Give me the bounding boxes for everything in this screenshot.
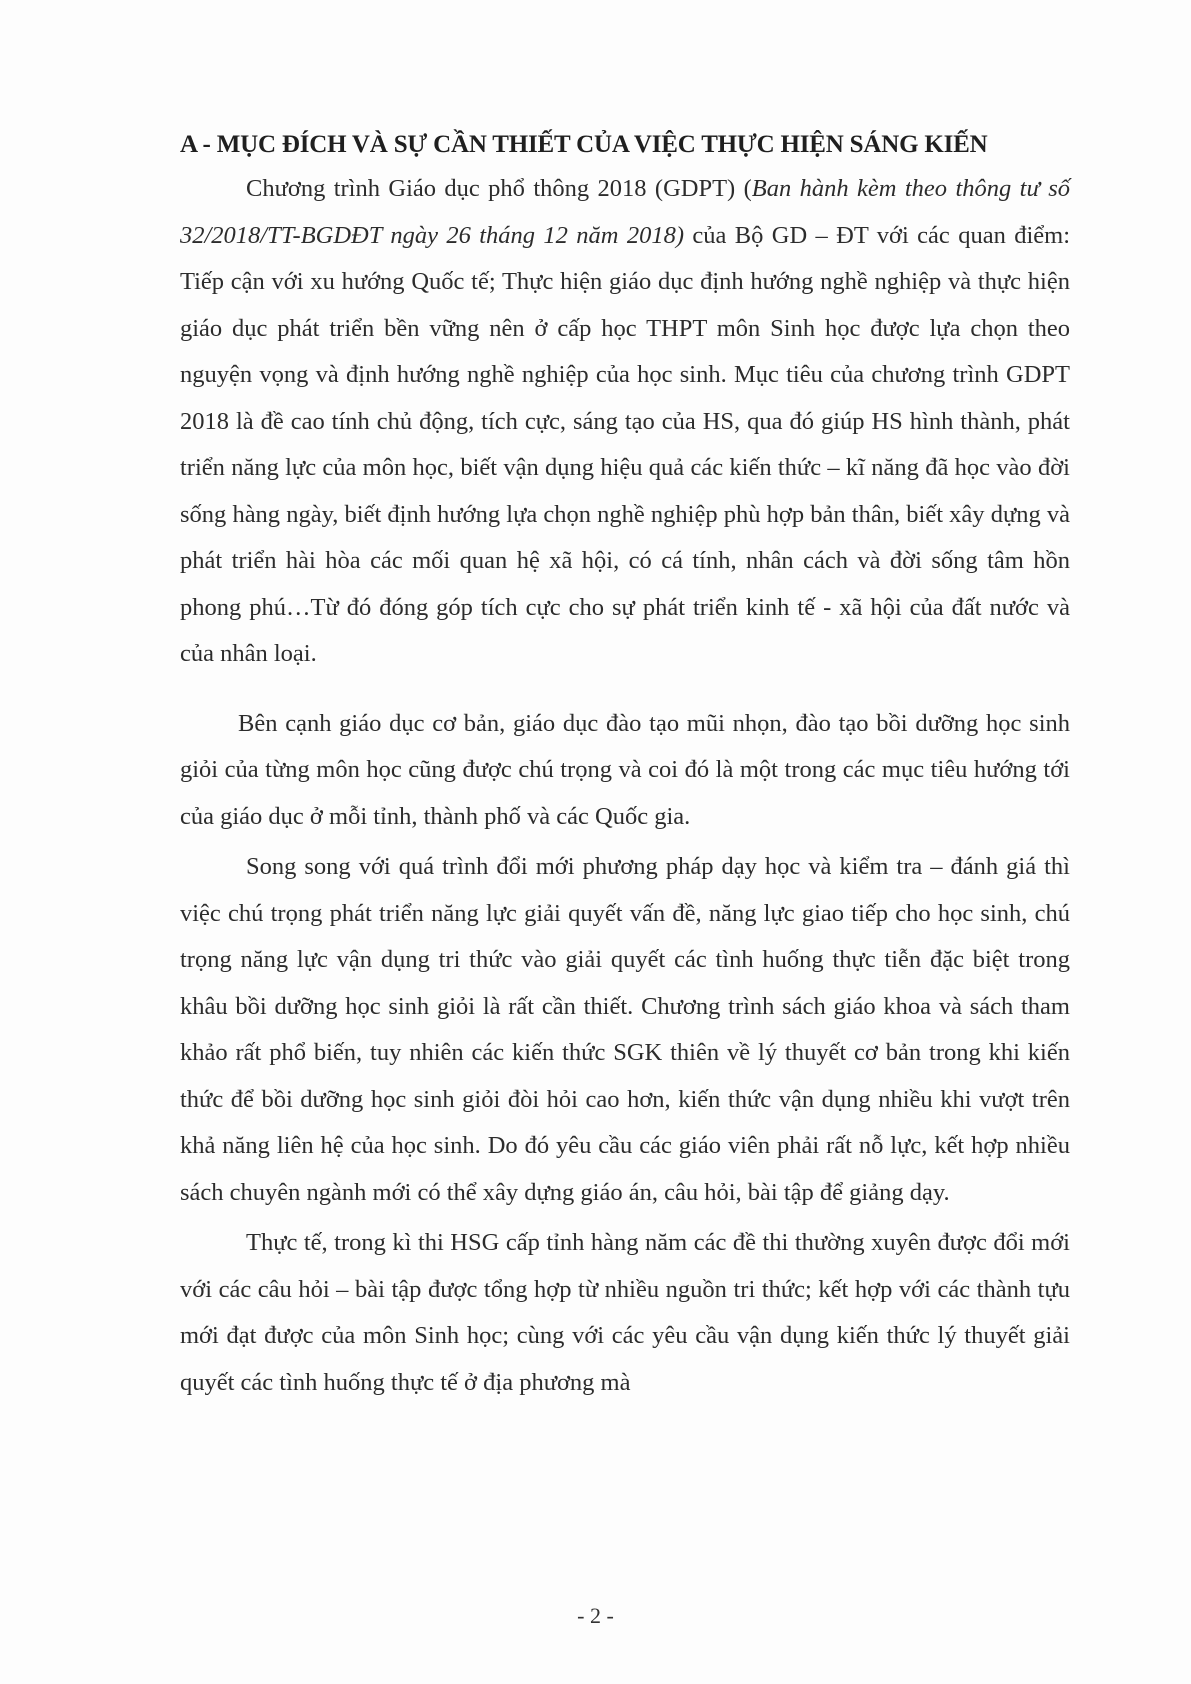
section-heading: A - MỤC ĐÍCH VÀ SỰ CẦN THIẾT CỦA VIỆC THỰC HIỆN SÁNG KIẾN <box>180 131 988 158</box>
document-page <box>180 128 1070 1406</box>
paragraph-1-citation: Ban hành kèm theo thông tư số 32/2018/TT-BGDĐT ngày 26 tháng 12 năm 2018) <box>180 175 1071 249</box>
paragraph-2: Bên cạnh giáo dục cơ bản, giáo dục đào tạo mũi nhọn, đào tạo bồi dưỡng học sinh giỏi của từng môn học cũng được chú trọng và coi đó là một trong các mục tiêu hướng tới của giáo dục ở mỗi tỉnh, thành phố và các Quốc gia. <box>180 709 1070 830</box>
paragraph-1-text-start: Chương trình Giáo dục phổ thông 2018 (GDPT) ( <box>246 175 752 202</box>
paragraph-1 <box>180 166 1070 678</box>
paragraph-3: Song song với quá trình đổi mới phương pháp dạy học và kiểm tra – đánh giá thì việc chú trọng phát triển năng lực giải quyết vấn đề, năng lực giao tiếp cho học sinh, chú trọng năng lực vận dụng tri thức vào giải quyết các tình huống thực tiễn đặc biệt trong khâu bồi dưỡng học sinh giỏi là rất cần thiết. Chương trình sách giáo khoa và sách tham khảo rất phổ biến, tuy nhiên các kiến thức SGK thiên về lý thuyết cơ bản trong khi kiến thức để bồi dưỡng học sinh giỏi đòi hỏi cao hơn, kiến thức vận dụng nhiều khi vượt trên khả năng liên hệ của học sinh. Do đó yêu cầu các giáo viên phải rất nỗ lực, kết hợp nhiều sách chuyên ngành mới có thể xây dựng giáo án, câu hỏi, bài tập để giảng dạy. <box>180 853 1070 1206</box>
paragraph-4: Thực tế, trong kì thi HSG cấp tỉnh hàng năm các đề thi thường xuyên được đổi mới với các câu hỏi – bài tập được tổng hợp từ nhiều nguồn tri thức; kết hợp với các thành tựu mới đạt được của môn Sinh học; cùng với các yêu cầu vận dụng kiến thức lý thuyết giải quyết các tình huống thực tế ở địa phương mà <box>180 1229 1070 1396</box>
paragraph-1-text-end: của Bộ GD – ĐT với các quan điểm: Tiếp cận với xu hướng Quốc tế; Thực hiện giáo dục định hướng nghề nghiệp và thực hiện giáo dục phát triển bền vững nên ở cấp học THPT môn Sinh học được lựa chọn theo nguyện vọng và định hướng nghề nghiệp của học sinh. Mục tiêu của chương trình GDPT 2018 là đề cao tính chủ động, tích cực, sáng tạo của HS, qua đó giúp HS hình thành, phát triển năng lực của môn học, biết vận dụng hiệu quả các kiến thức – kĩ năng đã học vào đời sống hàng ngày, biết định hướng lựa chọn nghề nghiệp phù hợp bản thân, biết xây dựng và phát triển hài hòa các mối quan hệ xã hội, có cá tính, nhân cách và đời sống tâm hồn phong phú…Từ đó đóng góp tích cực cho sự phát triển kinh tế - xã hội của đất nước và của nhân loại. <box>180 221 1070 667</box>
page-number: - 2 - <box>577 1603 614 1628</box>
